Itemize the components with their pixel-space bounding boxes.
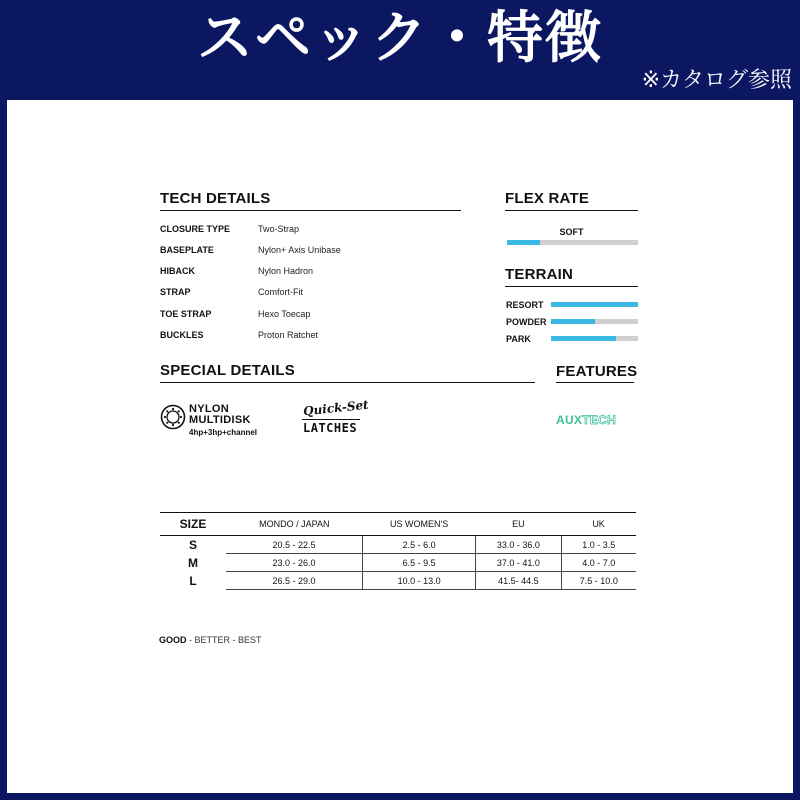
eu-value: 41.5- 44.5 [476, 572, 562, 590]
features-title: FEATURES [556, 363, 638, 380]
us-womens-value: 2.5 - 6.0 [363, 536, 476, 554]
grade-good: GOOD [159, 635, 187, 645]
uk-value: 7.5 - 10.0 [561, 572, 636, 590]
us-womens-value: 6.5 - 9.5 [363, 554, 476, 572]
spec-label: BASEPLATE [160, 245, 214, 255]
table-row [160, 536, 636, 554]
terrain-bar-fill [551, 302, 638, 307]
spec-value: Nylon Hadron [258, 266, 314, 276]
multidisk-line3: 4hp+3hp+channel [189, 428, 258, 437]
us-womens-header: US WOMEN'S [363, 513, 476, 536]
spec-value: Nylon+ Axis Unibase [258, 245, 341, 255]
spec-label: STRAP [160, 287, 191, 297]
terrain-label-resort: RESORT [506, 300, 544, 310]
flex-rate-title: FLEX RATE [505, 190, 590, 207]
size-label: S [188, 537, 197, 552]
size-header: SIZE [160, 513, 226, 536]
spec-value: Comfort-Fit [258, 287, 303, 297]
terrain-rule [505, 286, 638, 287]
spec-label: HIBACK [160, 266, 195, 276]
terrain-bar-fill [551, 336, 616, 341]
terrain-label-park: PARK [506, 334, 531, 344]
terrain-bar-powder [551, 319, 638, 324]
size-chart [160, 512, 636, 590]
uk-header: UK [561, 513, 636, 536]
flex-rate-label: SOFT [559, 227, 584, 237]
mondo-value: 26.5 - 29.0 [226, 572, 363, 590]
table-row [160, 554, 636, 572]
terrain-bar-park [551, 336, 638, 341]
header-banner [0, 0, 800, 100]
spec-label: CLOSURE TYPE [160, 224, 231, 234]
mondo-value: 20.5 - 22.5 [226, 536, 363, 554]
catalog-note: ※カタログ参照 [641, 68, 792, 93]
special-details-rule [160, 382, 535, 383]
multidisk-line1: NYLON [189, 403, 229, 415]
mondo-header: MONDO / JAPAN [226, 513, 363, 536]
mondo-value: 23.0 - 26.0 [226, 554, 363, 572]
us-womens-value: 10.0 - 13.0 [363, 572, 476, 590]
spec-value: Hexo Toecap [258, 309, 311, 319]
flex-rate-bar-fill [507, 240, 540, 245]
size-label: L [189, 573, 197, 588]
table-row [160, 572, 636, 590]
quick-set-underline [302, 419, 360, 420]
quick-set-line2: LATCHES [303, 421, 358, 435]
quick-set-latches-logo [301, 397, 386, 440]
size-label: M [188, 555, 198, 570]
tech-details-rule [160, 210, 461, 211]
flex-rate-bar [507, 240, 638, 245]
size-chart-header-row [160, 513, 636, 536]
tech-details-title: TECH DETAILS [160, 190, 271, 207]
spec-label: BUCKLES [160, 330, 204, 340]
terrain-label-powder: POWDER [506, 317, 547, 327]
spec-panel [7, 100, 793, 793]
terrain-bar-resort [551, 302, 638, 307]
auxtech-text-a: AUX [556, 413, 583, 427]
page-title: スペック・特徴 [197, 6, 603, 71]
grade-sep: - [230, 635, 239, 645]
terrain-bar-fill [551, 319, 595, 324]
grade-scale [159, 635, 262, 645]
spec-label: TOE STRAP [160, 309, 212, 319]
flex-rate-rule [505, 210, 638, 211]
uk-value: 4.0 - 7.0 [561, 554, 636, 572]
uk-value: 1.0 - 3.5 [561, 536, 636, 554]
multidisk-line2: MULTIDISK [189, 414, 251, 426]
spec-value: Two-Strap [258, 224, 300, 234]
nylon-multidisk-logo [160, 402, 280, 442]
eu-value: 33.0 - 36.0 [476, 536, 562, 554]
eu-value: 37.0 - 41.0 [476, 554, 562, 572]
multidisk-icon [160, 404, 186, 430]
grade-sep: - [186, 635, 195, 645]
auxtech-logo [556, 413, 616, 427]
spec-value: Proton Ratchet [258, 330, 319, 340]
quick-set-line1: Quick-Set [302, 397, 370, 419]
terrain-title: TERRAIN [505, 266, 574, 283]
special-details-title: SPECIAL DETAILS [160, 362, 295, 379]
eu-header: EU [476, 513, 562, 536]
grade-best: BEST [238, 635, 262, 645]
features-rule [556, 382, 634, 383]
grade-better: BETTER [194, 635, 231, 645]
auxtech-text-b: TECH [582, 413, 617, 427]
